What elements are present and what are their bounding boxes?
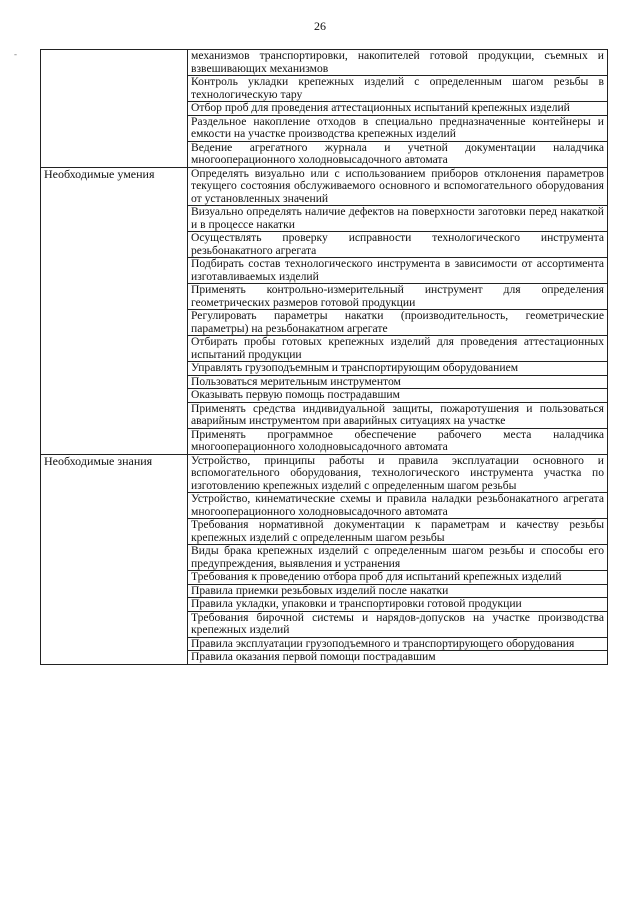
margin-mark: - (14, 49, 17, 59)
requirement-item: Правила эксплуатации грузоподъемного и транспортирующего оборудования (188, 637, 608, 651)
page-number: 26 (314, 19, 326, 33)
requirement-item: Контроль укладки крепежных изделий с определенным шагом резьбы в технологическую тару (188, 76, 608, 102)
requirement-item: Правила укладки, упаковки и транспортировки готовой продукции (188, 598, 608, 612)
requirement-item: Отбор проб для проведения аттестационных испытаний крепежных изделий (188, 102, 608, 116)
requirement-item: Устройство, кинематические схемы и правила наладки резьбонакатного агрегата многооперационного холодновысадочного автомата (188, 493, 608, 519)
requirement-item: Применять контрольно-измерительный инструмент для определения геометрических размеров готовой продукции (188, 284, 608, 310)
requirement-item: Применять программное обеспечение рабочего места наладчика многооперационного холодновысадочного автомата (188, 428, 608, 454)
section-label: Необходимые знания (41, 454, 188, 664)
table-row (41, 167, 608, 206)
section-label (41, 50, 188, 168)
table-row (41, 454, 608, 493)
requirements-table-body (41, 50, 608, 665)
table-row (41, 50, 608, 76)
requirement-item: Требования к проведению отбора проб для испытаний крепежных изделий (188, 571, 608, 585)
requirement-item: Пользоваться мерительным инструментом (188, 375, 608, 389)
requirement-item: Требования нормативной документации к параметрам и качеству резьбы крепежных изделий с определенным шагом резьбы (188, 519, 608, 545)
requirement-item: Осуществлять проверку исправности технологического инструмента резьбонакатного агрегата (188, 232, 608, 258)
requirement-item: Применять средства индивидуальной защиты, пожаротушения и пользоваться аварийным инструментом при аварийных ситуациях на участке (188, 402, 608, 428)
requirement-item: Требования бирочной системы и нарядов-допусков на участке производства крепежных изделий (188, 611, 608, 637)
requirement-item: Отбирать пробы готовых крепежных изделий для проведения аттестационных испытаний продукции (188, 336, 608, 362)
requirement-item: Раздельное накопление отходов в специально предназначенные контейнеры и емкости на участке производства крепежных изделий (188, 115, 608, 141)
requirement-item: Определять визуально или с использованием приборов отклонения параметров текущего состояния обслуживаемого основного и вспомогательного оборудования от установленных значений (188, 167, 608, 206)
section-label: Необходимые умения (41, 167, 188, 454)
requirement-item: Визуально определять наличие дефектов на поверхности заготовки перед накаткой и в процессе накатки (188, 206, 608, 232)
requirement-item: Оказывать первую помощь пострадавшим (188, 389, 608, 403)
requirement-item: механизмов транспортировки, накопителей готовой продукции, съемных и взвешивающих механизмов (188, 50, 608, 76)
requirement-item: Правила приемки резьбовых изделий после накатки (188, 584, 608, 598)
requirement-item: Управлять грузоподъемным и транспортирующим оборудованием (188, 362, 608, 376)
requirement-item: Правила оказания первой помощи пострадавшим (188, 651, 608, 665)
requirement-item: Подбирать состав технологического инструмента в зависимости от ассортимента изготавливаемых изделий (188, 258, 608, 284)
requirements-table (40, 49, 608, 665)
requirement-item: Регулировать параметры накатки (производительность, геометрические параметры) на резьбонакатном агрегате (188, 310, 608, 336)
requirement-item: Ведение агрегатного журнала и учетной документации наладчика многооперационного холодновысадочного автомата (188, 141, 608, 167)
requirement-item: Устройство, принципы работы и правила эксплуатации основного и вспомогательного оборудования, технологического инструмента участка по изготовлению крепежных изделий с определенным шагом резьбы (188, 454, 608, 493)
requirement-item: Виды брака крепежных изделий с определенным шагом резьбы и способы его предупреждения, выявления и устранения (188, 545, 608, 571)
